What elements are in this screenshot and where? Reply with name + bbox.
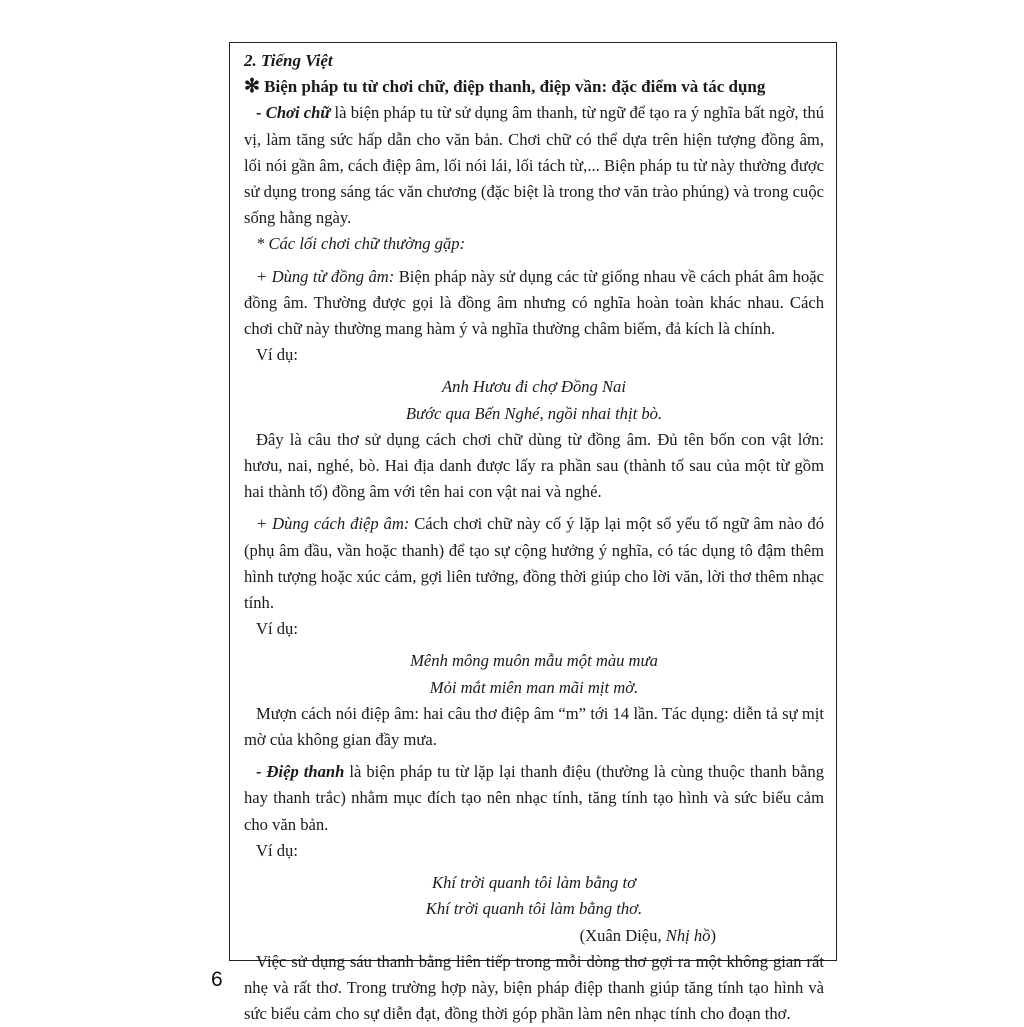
verse-line: Mỏi mắt miên man mãi mịt mờ. (429, 677, 639, 697)
credit-close: ) (710, 925, 716, 945)
verse-line: Mênh mông muôn mẫu một màu mưa (410, 651, 658, 671)
example-label: Ví dụ: (256, 345, 298, 365)
choi-chu-definition: là biện pháp tu từ sử dụng âm thanh, từ ngữ để tạo ra ý nghĩa bất ngờ, thú vị, làm tăng sức hấp dẫn cho văn bản. Chơi chữ có thể dựa trên hiện tượng đồng âm, lối nói gần âm, cách điệp âm, lối nói lái, lối tách từ,... Biện pháp tu từ này thường được sử dụng trong sáng tác văn chương (đặc biệt là trong thơ văn trào phúng) và trong cuộc sống hằng ngày. (244, 103, 824, 228)
credit-work: Nhị hồ (665, 925, 711, 945)
diep-thanh-explanation: Việc sử dụng sáu thanh bằng liên tiếp trong mỗi dòng thơ gợi ra một không gian rất nhẹ và rất thơ. Trong trường hợp này, biện pháp điệp thanh giúp tăng tính tạo hình và sức biểu cảm cho sự diễn đạt, đồng thời góp phần làm nên nhạc tính cho đoạn thơ. (244, 951, 824, 1024)
page-content (244, 48, 824, 1027)
section-title: 2. Tiếng Việt (244, 51, 333, 70)
diep-am-paragraph (244, 511, 824, 616)
section-heading-text: Biện pháp tu từ chơi chữ, điệp thanh, điệp vần: đặc điểm và tác dụng (264, 77, 766, 97)
term-choi-chu: Chơi chữ (265, 103, 331, 123)
example-label: Ví dụ: (256, 619, 298, 639)
verse-line: Khí trời quanh tôi làm bằng thơ. (425, 899, 643, 919)
diep-am-label: + Dùng cách điệp âm: (256, 514, 410, 534)
diep-thanh-definition: là biện pháp tu từ lặp lại thanh điệu (thường là cùng thuộc thanh bằng hay thanh trắc) nhằm mục đích tạo nên nhạc tính, tăng tính tạo hình và sức biểu cảm cho văn bản. (244, 762, 824, 834)
dong-am-label: + Dùng từ đồng âm: (256, 266, 395, 286)
diep-am-text: Cách chơi chữ này cố ý lặp lại một số yếu tố ngữ âm nào đó (phụ âm đầu, vần hoặc thanh) để tạo sự cộng hưởng ý nghĩa, có tác dụng tô đậm thêm hình tượng hoặc xúc cảm, gợi liên tưởng, đồng thời giúp cho lời văn, lời thơ thêm nhạc tính. (244, 514, 825, 613)
example-label: Ví dụ: (256, 840, 298, 860)
verse-line: Bước qua Bến Nghé, ngồi nhai thịt bò. (405, 403, 663, 423)
dash: - (256, 103, 266, 123)
choi-chu-paragraph (244, 100, 824, 231)
diep-am-explanation: Mượn cách nói điệp âm: hai câu thơ điệp âm “m” tới 14 lần. Tác dụng: diễn tả sự mịt mờ của không gian đầy mưa. (244, 703, 824, 750)
dash: - (256, 762, 267, 782)
dong-am-text: Biện pháp này sử dụng các từ giống nhau về cách phát âm hoặc đồng âm. Thường được gọi là đồng âm nhưng có nghĩa hoàn toàn khác nhau. Cách chơi chữ này thường mang hàm ý và nghĩa thường châm biếm, đả kích là chính. (244, 266, 824, 339)
dong-am-explanation: Đây là câu thơ sử dụng cách chơi chữ dùng từ đồng âm. Đủ tên bốn con vật lớn: hươu, nai, nghé, bò. Hai địa danh được lấy ra phần sau (thành tố sau của một từ gồm hai thành tố) đồng âm với tên hai con vật nai và nghé. (244, 429, 824, 502)
page-number: 6 (211, 968, 223, 991)
verse-credit (244, 923, 824, 949)
term-diep-thanh: Điệp thanh (266, 762, 345, 782)
types-heading: * Các lối chơi chữ thường gặp: (256, 234, 466, 254)
dong-am-paragraph (244, 264, 824, 343)
verse-line: Khí trời quanh tôi làm bằng tơ (432, 873, 636, 893)
credit-author: (Xuân Diệu, (579, 925, 666, 945)
section-heading (244, 74, 824, 100)
diep-thanh-paragraph (244, 759, 824, 838)
asterisk-icon: ✻ (244, 76, 260, 98)
verse-line: Anh Hươu đi chợ Đồng Nai (442, 377, 626, 397)
